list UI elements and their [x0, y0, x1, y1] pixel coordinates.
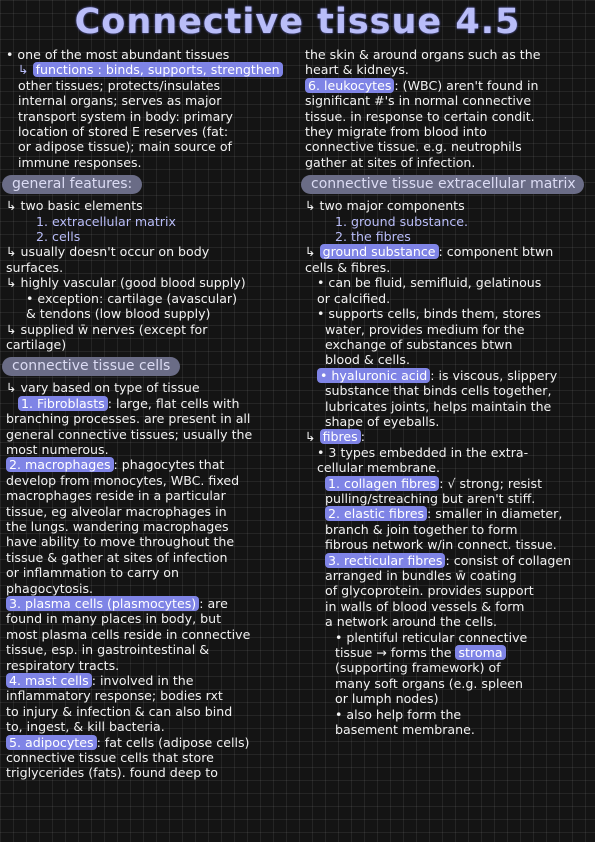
- plasma-line: [6, 596, 299, 611]
- adipocytes-line: connective tissue cells that store: [6, 750, 214, 766]
- intro-line: • one of the most abundant tissues: [6, 47, 230, 62]
- intro-line: immune responses.: [18, 154, 142, 170]
- general-line: 1. extracellular matrix: [36, 213, 176, 229]
- functions-line: [6, 62, 299, 77]
- reticular-line: • plentiful reticular connective: [335, 629, 528, 645]
- general-line: • exception: cartilage (avascular): [26, 290, 238, 306]
- reticular-text: tissue → forms the: [335, 645, 452, 661]
- hyaluronic-line: substance that binds cells together,: [325, 383, 552, 399]
- fibroblasts-line: general connective tissues; usually the: [6, 426, 253, 442]
- macrophages-line: the lungs. wandering macrophages: [6, 518, 229, 534]
- plasma-line: most plasma cells reside in connective: [6, 626, 251, 642]
- arrow-icon: ↳: [305, 429, 316, 445]
- fibroblasts-label: 1. Fibroblasts: [18, 396, 108, 411]
- adipocytes-text: : fat cells (adipose cells): [96, 734, 250, 750]
- left-column: [6, 47, 299, 781]
- macrophages-line: or inflammation to carry on: [6, 565, 179, 581]
- intro-line: internal organs; serves as major: [18, 93, 222, 109]
- hyaluronic-line: [305, 368, 592, 383]
- macrophages-line: tissue, eg alveolar macrophages in: [6, 503, 227, 519]
- collagen-line: pulling/streaching but aren't stiff.: [325, 490, 536, 506]
- ground-text: : component btwn: [438, 244, 554, 260]
- ground-line: • supports cells, binds them, stores: [317, 306, 541, 322]
- intro-line: transport system in body: primary: [18, 108, 233, 124]
- fibres-line: [305, 429, 592, 444]
- leukocytes-line: gather at sites of infection.: [305, 154, 476, 170]
- functions-highlight: functions : binds, supports, strengthen: [33, 62, 283, 77]
- macrophages-line: macrophages reside in a particular: [6, 488, 226, 504]
- ecm-header: connective tissue extracellular matrix: [301, 175, 584, 194]
- reticular-line: many soft organs (e.g. spleen: [335, 675, 523, 691]
- plasma-line: tissue, esp. in gastrointestinal &: [6, 642, 210, 658]
- ground-line: • can be fluid, semifluid, gelatinous: [317, 275, 542, 291]
- general-line: ↳ two basic elements: [6, 198, 143, 214]
- cont-line: heart & kidneys.: [305, 62, 409, 78]
- reticular-line: [305, 553, 592, 568]
- leukocytes-line: tissue. in response to certain condit.: [305, 108, 535, 124]
- reticular-line: in walls of blood vessels & form: [325, 598, 525, 614]
- general-line: surfaces.: [6, 259, 64, 275]
- plasma-line: found in many places in body, but: [6, 611, 222, 627]
- cells-header: connective tissue cells: [2, 357, 180, 376]
- fibroblasts-line: [6, 396, 299, 411]
- adipocytes-line: [6, 735, 299, 750]
- reticular-text: : consist of collagen: [445, 552, 572, 568]
- arrow-icon: ↳: [305, 244, 316, 260]
- general-line: ↳ usually doesn't occur on body: [6, 244, 210, 260]
- fibres-line: cellular membrane.: [317, 460, 440, 476]
- general-features-header: general features:: [2, 175, 142, 194]
- reticular-label: 3. recticular fibres: [325, 553, 445, 568]
- reticular-line: basement membrane.: [335, 722, 475, 738]
- adipocytes-label: 5. adipocytes: [6, 735, 97, 750]
- mast-line: inflammatory response; bodies rxt: [6, 688, 223, 704]
- fibroblasts-line: most numerous.: [6, 441, 109, 457]
- hyaluronic-text: : is viscous, slippery: [430, 367, 558, 383]
- ground-label: ground substance: [320, 244, 439, 259]
- macrophages-text: : phagocytes that: [113, 457, 225, 473]
- hyaluronic-line: lubricates joints, helps maintain the: [325, 398, 552, 414]
- reticular-line: a network around the cells.: [325, 614, 498, 630]
- leukocytes-line: [305, 78, 592, 93]
- collagen-line: [305, 476, 592, 491]
- intro-line: other tissues; protects/insulates: [18, 77, 221, 93]
- plasma-line: respiratory tracts.: [6, 657, 120, 673]
- ecm-line: 1. ground substance.: [335, 213, 468, 229]
- ground-line: [305, 244, 592, 259]
- macrophages-line: develop from monocytes, WBC. fixed: [6, 472, 240, 488]
- ground-line: exchange of substances btwn: [325, 336, 513, 352]
- collagen-text: : √ strong; resist: [439, 475, 543, 491]
- reticular-line: • also help form the: [335, 706, 462, 722]
- macrophages-line: [6, 457, 299, 472]
- macrophages-label: 2. macrophages: [6, 457, 114, 472]
- elastic-line: fibrous network w/in connect. tissue.: [325, 537, 557, 553]
- ecm-line: 2. the fibres: [335, 229, 411, 245]
- intro-line: or adipose tissue); main source of: [18, 139, 232, 155]
- arrow-icon: ↳: [18, 62, 29, 78]
- leukocytes-line: significant #'s in normal connective: [305, 93, 532, 109]
- plasma-text: : are: [199, 596, 228, 611]
- ecm-line: ↳ two major components: [305, 198, 465, 214]
- general-line: cartilage): [6, 336, 67, 352]
- general-line: & tendons (low blood supply): [26, 306, 211, 322]
- fibres-label: fibres: [320, 429, 361, 444]
- cells-intro: ↳ vary based on type of tissue: [6, 380, 200, 396]
- leukocytes-line: connective tissue. e.g. neutrophils: [305, 139, 522, 155]
- reticular-line: (supporting framework) of: [335, 660, 501, 676]
- intro-line: location of stored E reserves (fat:: [18, 124, 229, 140]
- right-column: [305, 47, 592, 737]
- elastic-line: branch & join together to form: [325, 521, 518, 537]
- general-line: ↳ highly vascular (good blood supply): [6, 275, 246, 291]
- cont-line: the skin & around organs such as the: [305, 47, 541, 62]
- leukocytes-text: : (WBC) aren't found in: [394, 77, 539, 93]
- mast-line: to injury & infection & can also bind: [6, 703, 233, 719]
- ground-line: or calcified.: [317, 290, 391, 306]
- adipocytes-line: triglycerides (fats). found deep to: [6, 765, 218, 781]
- reticular-line: or lumph nodes): [335, 691, 439, 707]
- ground-line: blood & cells.: [325, 352, 410, 368]
- general-line: ↳ supplied w̄ nerves (except for: [6, 321, 208, 337]
- macrophages-line: have ability to move throughout the: [6, 534, 235, 550]
- mast-text: : involved in the: [91, 673, 194, 689]
- page-title: Connective tissue 4.5: [74, 2, 521, 42]
- leukocytes-label: 6. leukocytes: [305, 78, 394, 93]
- stroma-highlight: stroma: [455, 645, 505, 660]
- mast-label: 4. mast cells: [6, 673, 92, 688]
- plasma-label: 3. plasma cells (plasmocytes): [6, 596, 199, 611]
- elastic-label: 2. elastic fibres: [325, 506, 427, 521]
- general-line: 2. cells: [36, 229, 81, 245]
- mast-line: [6, 673, 299, 688]
- macrophages-line: tissue & gather at sites of infection: [6, 549, 228, 565]
- fibres-line: • 3 types embedded in the extra-: [317, 444, 529, 460]
- leukocytes-line: they migrate from blood into: [305, 124, 487, 140]
- mast-line: to, ingest, & kill bacteria.: [6, 719, 165, 735]
- hyaluronic-label: • hyaluronic acid: [317, 368, 430, 383]
- elastic-line: [305, 506, 592, 521]
- fibroblasts-line: branching processes. are present in all: [6, 411, 251, 427]
- ground-line: water, provides medium for the: [325, 321, 525, 337]
- fibres-colon: :: [360, 429, 365, 445]
- macrophages-line: phagocytosis.: [6, 580, 94, 596]
- elastic-text: : smaller in diameter,: [427, 506, 563, 522]
- collagen-label: 1. collagen fibres: [325, 476, 439, 491]
- ground-line: cells & fibres.: [305, 259, 391, 275]
- reticular-line: of glycoprotein. provides support: [325, 583, 534, 599]
- fibroblasts-text: : large, flat cells with: [107, 395, 240, 411]
- reticular-line: arranged in bundles w̄ coating: [325, 568, 517, 583]
- reticular-line: [305, 645, 592, 660]
- hyaluronic-line: shape of eyeballs.: [325, 413, 440, 429]
